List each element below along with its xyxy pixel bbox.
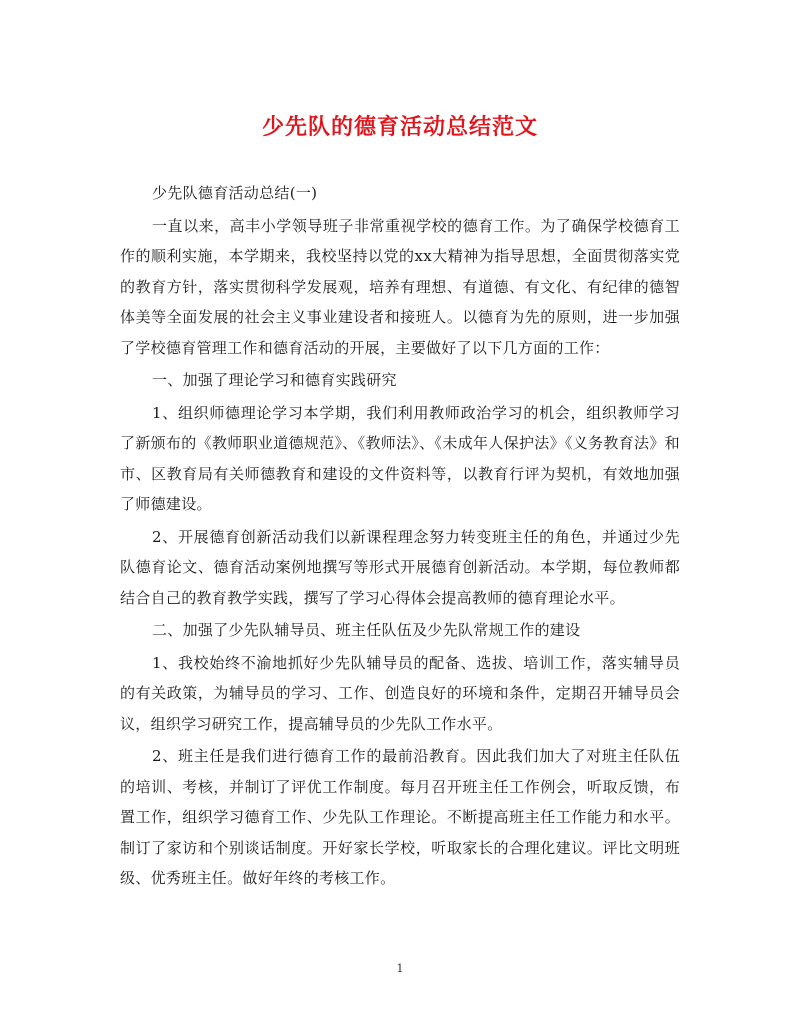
section-heading: 一、加强了理论学习和德育实践研究: [152, 371, 397, 389]
paragraph: 一直以来，高丰小学领导班子非常重视学校的德育工作。为了确保学校德育工作的顺利实施，本学期来，我校坚持以党的xx大精神为指导思想，全面贯彻落实党的教育方针，落实贯彻科学发展观，培养有理想、有道德、有文化、有纪律的德智体美等全面发展的社会主义事业建设者和接班人。以德育为先的原则，进一步加强了学校德育管理工作和德育活动的开展，主要做好了以下几方面的工作：: [120, 216, 680, 357]
section-heading: 少先队德育活动总结(一): [152, 184, 318, 202]
page-number: 1: [396, 962, 404, 975]
paragraph: 1、组织师德理论学习本学期，我们利用教师政治学习的机会，组织教师学习了新颁布的《教师职业道德规范》、《教师法》、《未成年人保护法》《义务教育法》和市、区教育局有关师德教育和建设的文件资料等，以教育行评为契机，有效地加强了师德建设。: [120, 403, 680, 513]
document-body: [120, 178, 680, 894]
paragraph: 2、开展德育创新活动我们以新课程理念努力转变班主任的角色，并通过少先队德育论文、德育活动案例地撰写等形式开展德育创新活动。本学期，每位教师都结合自己的教育教学实践，撰写了学习心得体会提高教师的德育理论水平。: [120, 527, 680, 607]
section-heading: 二、加强了少先队辅导员、班主任队伍及少先队常规工作的建设: [152, 621, 581, 639]
paragraph: 2、班主任是我们进行德育工作的最前沿教育。因此我们加大了对班主任队伍的培训、考核，并制订了评优工作制度。每月召开班主任工作例会，听取反馈，布置工作，组织学习德育工作、少先队工作理论。不断提高班主任工作能力和水平。制订了家访和个别谈话制度。开好家长学校，听取家长的合理化建议。评比文明班级、优秀班主任。做好年终的考核工作。: [120, 747, 680, 887]
document-title: 少先队的德育活动总结范文: [261, 114, 538, 140]
paragraph: 1、我校始终不渝地抓好少先队辅导员的配备、选拔、培训工作，落实辅导员的有关政策，为辅导员的学习、工作、创造良好的环境和条件，定期召开辅导员会议，组织学习研究工作，提高辅导员的少先队工作水平。: [120, 653, 680, 733]
